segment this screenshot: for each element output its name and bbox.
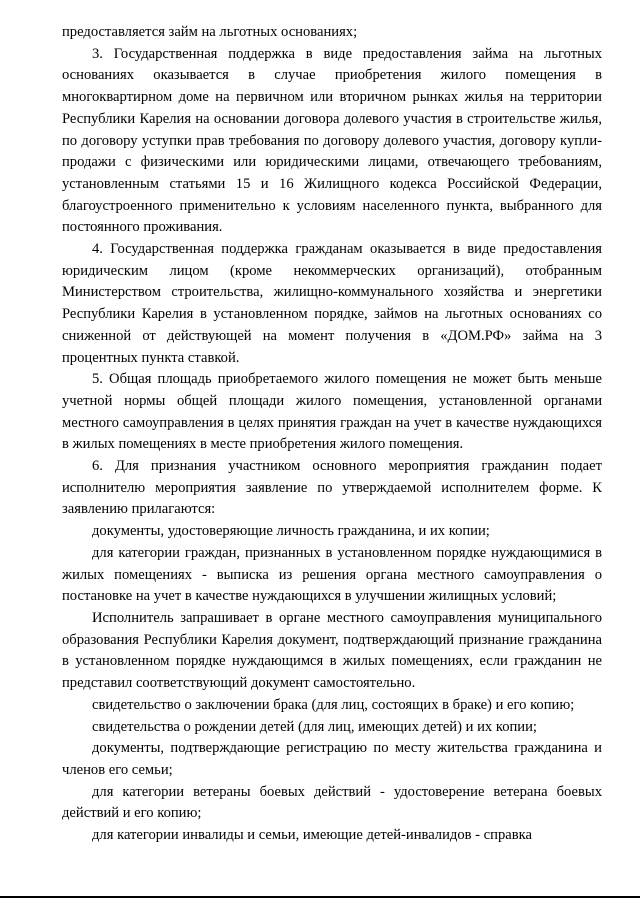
- list-item-birth-certs: свидетельства о рождении детей (для лиц, имеющих детей) и их копии;: [92, 718, 537, 735]
- list-item-registration-docs: документы, подтверждающие регистрацию по месту жительства гражданина и членов его семьи;: [62, 740, 602, 778]
- list-item-disabled: для категории инвалиды и семьи, имеющие детей-инвалидов - справка: [92, 827, 532, 844]
- list-item-identity-docs: документы, удостоверяющие личность гражданина, и их копии;: [92, 523, 490, 540]
- paragraph-item-5: 5. Общая площадь приобретаемого жилого помещения не может быть меньше учетной нормы общей площади жилого помещения, установленной органами местного самоуправления в целях принятия граждан на учет в качестве нуждающихся в жилых помещениях в месте приобретения жилого помещения.: [62, 371, 602, 453]
- paragraph-executor-request: Исполнитель запрашивает в органе местного самоуправления муниципального образования Республики Карелия документ, подтверждающий признание гражданина в установленном порядке нуждающимся в жилых помещениях, если гражданин не представил соответствующий документ самостоятельно.: [62, 609, 602, 692]
- paragraph-item-4: 4. Государственная поддержка гражданам оказывается в виде предоставления юридическим лицом (кроме некоммерческих организаций), отобранным Министерством строительства, жилищно-коммунального хозяйства и энергетики Республики Карелия в установленном порядке, займов на льготных основаниях со сниженной от действующей на момент получения в «ДОМ.РФ» займа на 3 процентных пункта ставкой.: [62, 241, 602, 366]
- paragraph-item-6: 6. Для признания участником основного мероприятия гражданин подает исполнителю мероприятия заявление по утверждаемой исполнителем форме. К заявлению прилагаются:: [62, 458, 602, 518]
- paragraph-item-3: 3. Государственная поддержка в виде предоставления займа на льготных основаниях оказывается в случае приобретения жилого помещения в многоквартирном доме на первичном или вторичном рынках жилья на территории Республики Карелия на основании договора долевого участия в строительстве жилья, по договору уступки прав требования по договору долевого участия, договору купли-продажи с физическими или юридическими лицами, отвечающего требованиям, установленным статьями 15 и 16 Жилищного кодекса Российской Федерации, благоустроенного применительно к условиям населенного пункта, выбранного для постоянного проживания.: [62, 45, 602, 236]
- page-bottom-edge: [0, 896, 640, 898]
- document-page: [62, 22, 602, 847]
- list-item-marriage-cert: свидетельство о заключении брака (для лиц, состоящих в браке) и его копию;: [92, 696, 575, 713]
- list-item-housing-needs: для категории граждан, признанных в установленном порядке нуждающимися в жилых помещениях - выписка из решения органа местного самоуправления о постановке на учет в качестве нуждающихся в улучшении жилищных условий;: [62, 544, 602, 605]
- paragraph-continuation: предоставляется займ на льготных основаниях;: [62, 24, 358, 40]
- list-item-veterans: для категории ветераны боевых действий - удостоверение ветерана боевых действий и его копию;: [62, 783, 602, 822]
